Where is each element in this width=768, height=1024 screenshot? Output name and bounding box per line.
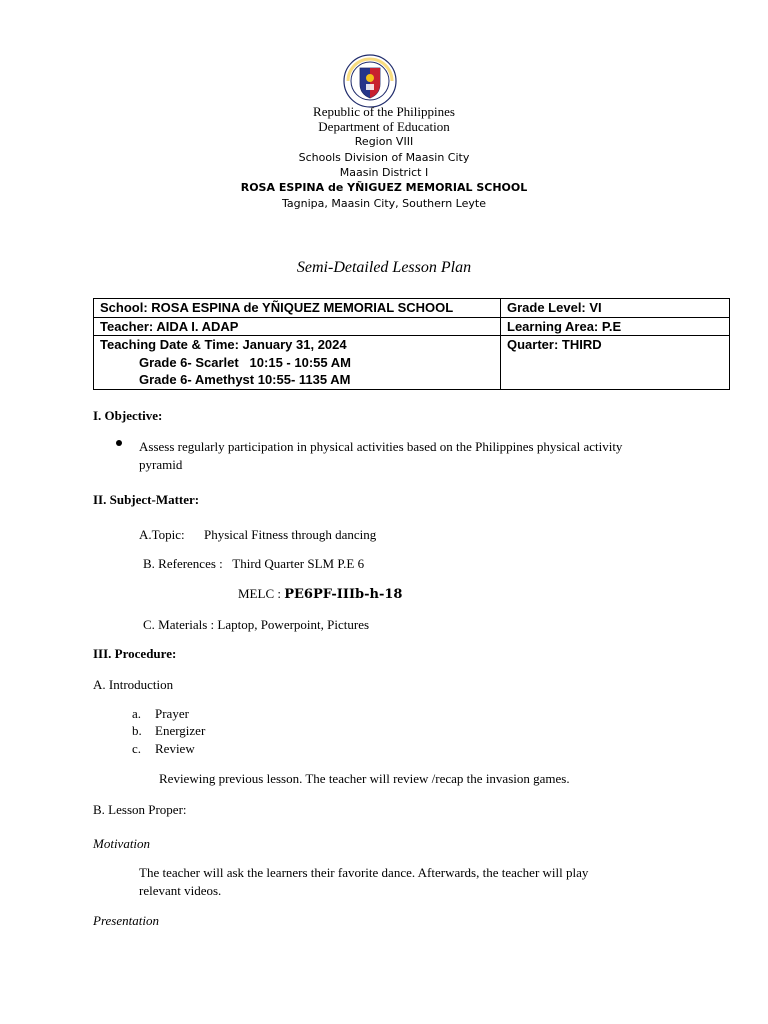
- teaching-date: Teaching Date & Time: January 31, 2024: [100, 337, 347, 352]
- materials-line: C. Materials : Laptop, Powerpoint, Pictures: [143, 617, 370, 632]
- objective-item-line1: Assess regularly participation in physical activities based on the Philippines physical activity: [139, 439, 623, 454]
- document-title: Semi-Detailed Lesson Plan: [296, 259, 472, 276]
- references-line: B. References : Third Quarter SLM P.E 6: [143, 556, 365, 571]
- list-item: Energizer: [155, 723, 206, 738]
- motivation-line1: The teacher will ask the learners their favorite dance. Afterwards, the teacher will play: [139, 865, 589, 880]
- review-text: Reviewing previous lesson. The teacher will review /recap the invasion games.: [159, 771, 570, 786]
- grade-level-cell: Grade Level: VI: [501, 299, 730, 318]
- topic-value: Physical Fitness through dancing: [204, 527, 377, 542]
- table-row: [94, 317, 730, 336]
- list-item-marker: a.: [132, 706, 142, 721]
- presentation-heading: Presentation: [93, 913, 159, 928]
- quarter-cell: Quarter: THIRD: [501, 336, 730, 390]
- list-item-marker: b.: [132, 723, 142, 738]
- introduction-heading: A. Introduction: [93, 677, 174, 692]
- teaching-date-cell: [94, 336, 501, 390]
- school-cell: School: ROSA ESPINA de YÑIQUEZ MEMORIAL SCHOOL: [94, 299, 501, 318]
- header-school: ROSA ESPINA de YÑIGUEZ MEMORIAL SCHOOL: [240, 181, 528, 194]
- procedure-heading: III. Procedure:: [93, 646, 177, 661]
- bullet-icon: [116, 440, 122, 446]
- section-amethyst: Grade 6- Amethyst 10:55- 1135 AM: [139, 372, 351, 387]
- lesson-proper-heading: B. Lesson Proper:: [93, 802, 187, 817]
- deped-seal-logo: [339, 54, 401, 108]
- list-item: Prayer: [155, 706, 189, 721]
- motivation-line2: relevant videos.: [139, 883, 222, 898]
- section-scarlet: Grade 6- Scarlet 10:15 - 10:55 AM: [139, 354, 351, 370]
- objective-heading: I. Objective:: [93, 408, 163, 423]
- header-republic: Republic of the Philippines: [313, 104, 455, 119]
- topic-label: A.Topic:: [139, 527, 185, 542]
- list-item: Review: [155, 741, 195, 756]
- header-division: Schools Division of Maasin City: [298, 151, 470, 164]
- melc-line: [238, 587, 402, 601]
- table-row: [94, 299, 730, 318]
- melc-label: MELC :: [238, 586, 285, 601]
- objective-item-line2: pyramid: [139, 457, 183, 472]
- teacher-cell: Teacher: AIDA I. ADAP: [94, 317, 501, 336]
- header-region: Region VIII: [354, 135, 414, 148]
- table-row: [94, 336, 730, 390]
- header-district: Maasin District I: [339, 166, 429, 179]
- header-department: Department of Education: [318, 119, 450, 134]
- learning-area-cell: Learning Area: P.E: [501, 317, 730, 336]
- melc-code: PE6PF-IIIb-h-18: [284, 587, 403, 602]
- header-address: Tagnipa, Maasin City, Southern Leyte: [282, 197, 486, 210]
- lesson-info-table: [93, 298, 730, 390]
- list-item-marker: c.: [132, 741, 142, 756]
- subject-matter-heading: II. Subject-Matter:: [93, 492, 200, 507]
- motivation-heading: Motivation: [93, 836, 151, 851]
